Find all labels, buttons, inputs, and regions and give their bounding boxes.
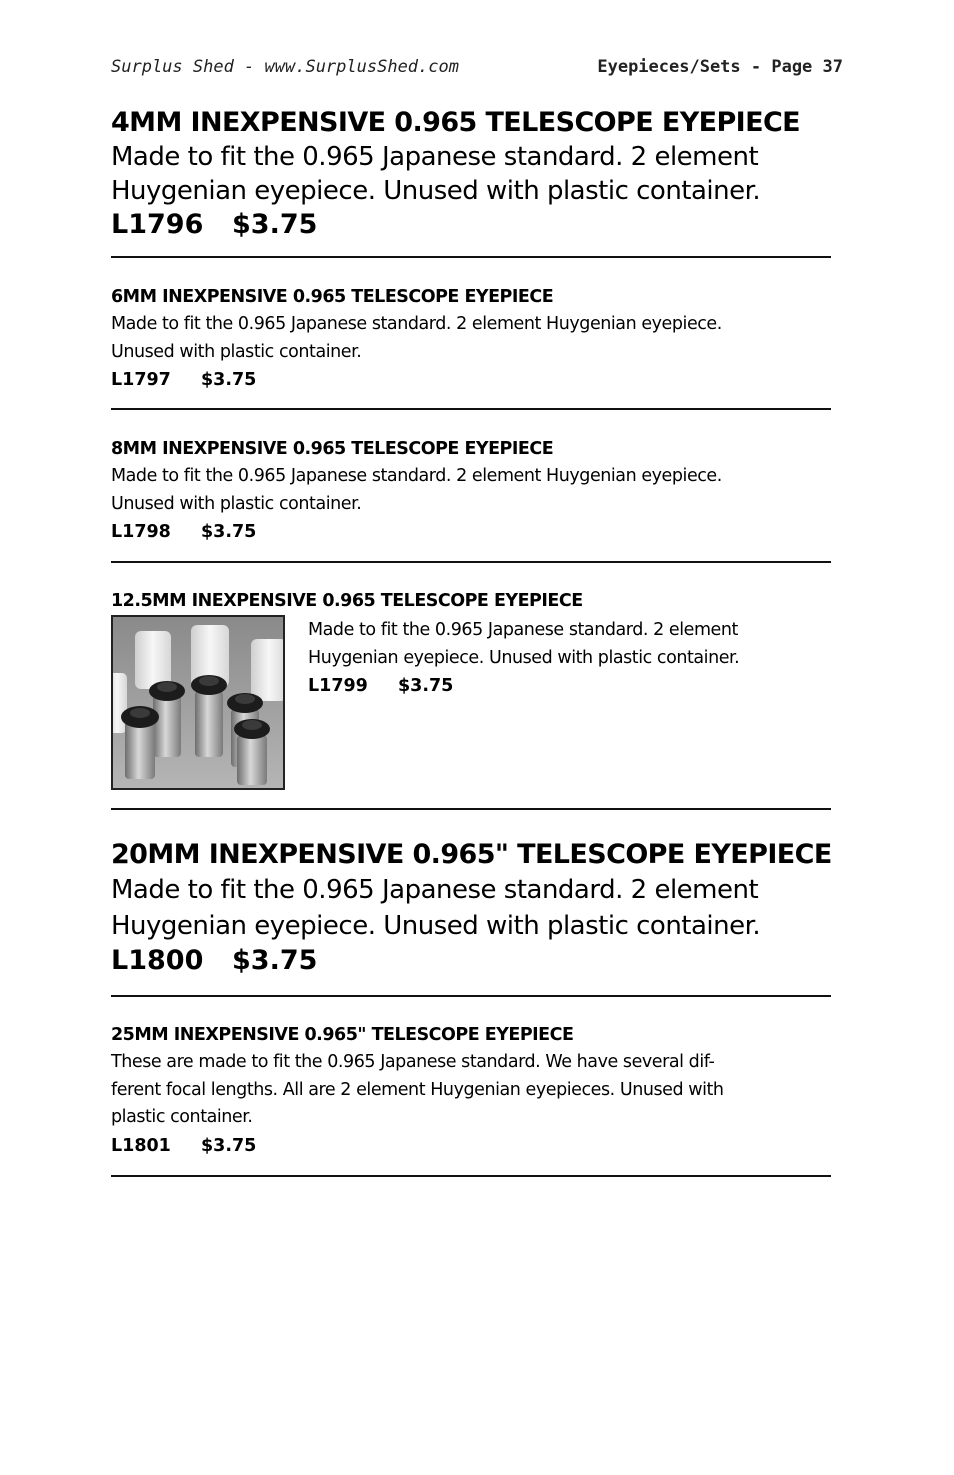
product-title: 8MM INEXPENSIVE 0.965 TELESCOPE EYEPIECE: [111, 439, 554, 459]
product-description: These are made to fit the 0.965 Japanese standard. We have several dif- ferent focal lengths. All are 2 element Huygenian eyepieces. Unused with plastic container.: [111, 1052, 724, 1127]
section-divider: [111, 995, 831, 997]
product-sku-price: [111, 366, 833, 394]
product-sku: L1796: [111, 209, 204, 240]
product-sku-price: [111, 518, 833, 546]
section-divider: [111, 808, 831, 810]
header-site: Surplus Shed - www.SurplusShed.com: [111, 57, 459, 77]
section-divider: [111, 1175, 831, 1177]
product-sku: L1801: [111, 1135, 171, 1156]
product-description: Made to fit the 0.965 Japanese standard. 2 element Huygenian eyepiece. Unused with plastic container.: [111, 142, 761, 206]
eyepieces-image: [113, 617, 283, 788]
product-price: $3.75: [201, 370, 257, 390]
product-sku: L1800: [111, 945, 204, 976]
product-description: Made to fit the 0.965 Japanese standard. 2 element Huygenian eyepiece. Unused with plastic container.: [308, 620, 740, 668]
product-sku: L1799: [308, 676, 368, 696]
product-price: $3.75: [232, 209, 318, 240]
product-sku-price: [111, 208, 833, 242]
page-header: [111, 57, 843, 85]
product-description: Made to fit the 0.965 Japanese standard. 2 element Huygenian eyepiece. Unused with plastic container.: [111, 875, 761, 941]
product-6mm-eyepiece: [111, 283, 833, 394]
product-25mm-eyepiece: [111, 1021, 833, 1160]
section-divider: [111, 256, 831, 258]
product-title: 12.5MM INEXPENSIVE 0.965 TELESCOPE EYEPIECE: [111, 591, 583, 611]
product-price: $3.75: [398, 676, 454, 696]
product-price: $3.75: [201, 522, 257, 542]
section-divider: [111, 561, 831, 563]
product-sku: L1798: [111, 522, 171, 542]
header-section-page: Eyepieces/Sets - Page 37: [597, 57, 843, 77]
product-sku: L1797: [111, 370, 171, 390]
section-divider: [111, 408, 831, 410]
product-sku-price: [111, 1132, 833, 1160]
eyepiece-product-photo: [111, 615, 285, 790]
product-20mm-eyepiece: [111, 838, 833, 978]
product-12-5mm-eyepiece: [111, 587, 833, 797]
product-price: $3.75: [232, 945, 318, 976]
product-title: 4MM INEXPENSIVE 0.965 TELESCOPE EYEPIECE: [111, 107, 801, 138]
product-title: 25MM INEXPENSIVE 0.965" TELESCOPE EYEPIECE: [111, 1025, 574, 1045]
product-title: 6MM INEXPENSIVE 0.965 TELESCOPE EYEPIECE: [111, 287, 554, 307]
product-4mm-eyepiece: [111, 106, 833, 242]
product-description: Made to fit the 0.965 Japanese standard. 2 element Huygenian eyepiece. Unused with plastic container.: [111, 314, 722, 362]
product-sku-price: [308, 672, 833, 700]
product-sku-price: [111, 944, 833, 978]
product-price: $3.75: [201, 1135, 257, 1156]
product-description: Made to fit the 0.965 Japanese standard. 2 element Huygenian eyepiece. Unused with plastic container.: [111, 466, 722, 514]
product-title: 20MM INEXPENSIVE 0.965" TELESCOPE EYEPIECE: [111, 839, 832, 870]
product-8mm-eyepiece: [111, 435, 833, 546]
